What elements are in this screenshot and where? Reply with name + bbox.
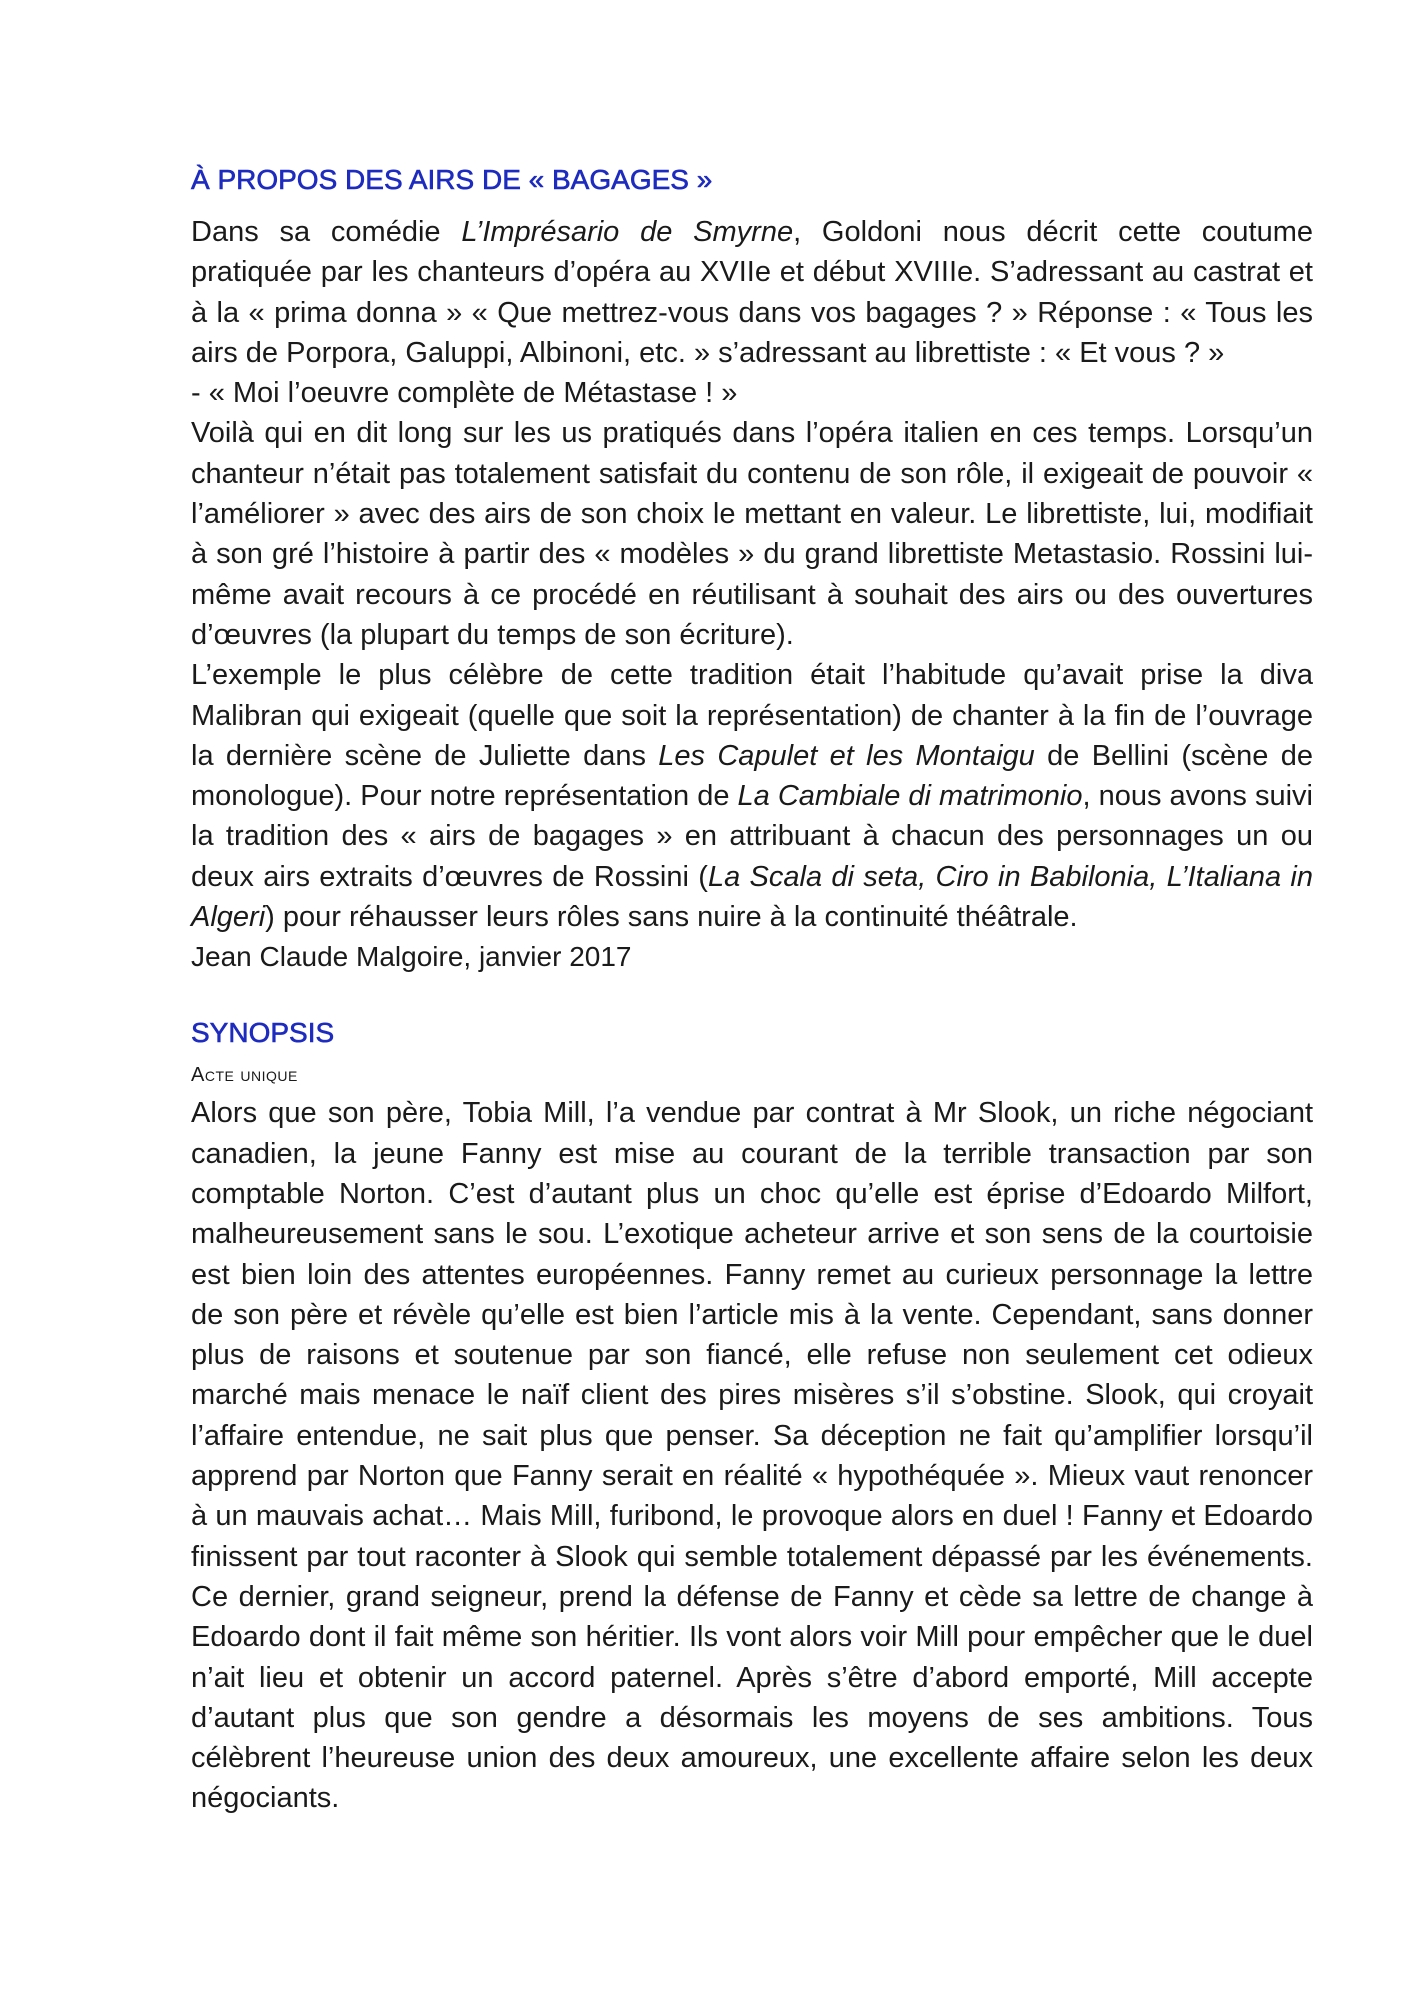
work-titles-rossini: La Scala di seta, Ciro in Babilonia, L’Italiana in Algeri [191,860,1313,934]
text-run: Dans sa comédie [191,216,462,248]
author-signature: Jean Claude Malgoire, janvier 2017 [191,941,632,973]
text-run: , nous avons suivi la tradition des « airs de bagages » en attribuant à chacun des personnages un ou deux airs extraits d’œuvres de Rossini ( [191,780,1313,893]
text-run: ) pour réhausser leurs rôles sans nuire à la continuité théâtrale. [265,901,1078,934]
text-run: , Goldoni nous décrit cette coutume pratiquée par les chanteurs d’opéra au XVIIe et début XVIIIe. S’adressant au castrat et à la « prima donna » « Que mettrez-vous dans vos bagages ? » Réponse : « Tous les airs de Porpora, Galuppi, Albinoni, etc. » s’adressant au librettiste : « Et vous ? » [191,216,1313,369]
bagages-body [191,212,1313,937]
synopsis-paragraph: Alors que son père, Tobia Mill, l’a vendue par contrat à Mr Slook, un riche négociant canadien, la jeune Fanny est mise au courant de la terrible transaction par son comptable Norton. C’est d’autant plus un choc qu’elle est éprise d’Edoardo Milfort, malheureusement sans le sou. L’exotique acheteur arrive et son sens de la courtoisie est bien loin des attentes européennes. Fanny remet au curieux personnage la lettre de son père et révèle qu’elle est bien l’article mis à la vente. Cependant, sans donner plus de raisons et soutenue par son fiancé, elle refuse non seulement cet odieux marché mais menace le naïf client des pires misères s’il s’obstine. Slook, qui croyait l’affaire entendue, ne sait plus que penser. Sa déception ne fait qu’amplifier lorsqu’il apprend par Norton que Fanny serait en réalité « hypothéquée ». Mieux vaut renoncer à un mauvais achat… Mais Mill, furibond, le provoque alors en duel ! Fanny et Edoardo finissent par tout raconter à Slook qui semble totalement dépassé par les événements. Ce dernier, grand seigneur, prend la défense de Fanny et cède sa lettre de change à Edoardo dont il fait même son héritier. Ils vont alors voir Mill pour empêcher que le duel n’ait lieu et obtenir un accord paternel. Après s’être d’abord emporté, Mill accepte d’autant plus que son gendre a désormais les moyens de ses ambitions. Tous célèbrent l’heureuse union des deux amoureux, une excellente affaire selon les deux négociants. [191,1097,1313,1815]
section-heading-synopsis: SYNOPSIS [191,1017,335,1049]
bagages-paragraph-1 [191,212,1313,373]
document-page [191,160,1313,1819]
synopsis-body [191,1093,1313,1818]
text-run: de Bellini (scène de monologue). Pour notre représentation de [191,739,1313,813]
work-title-cambiale: La Cambiale di matrimonio [737,780,1083,813]
bagages-paragraph-2: - « Moi l’oeuvre complète de Métastase ! » [191,377,738,410]
act-label: Acte unique [191,1064,298,1087]
text-run: L’exemple le plus célèbre de cette tradition était l’habitude qu’avait prise la diva Malibran qui exigeait (quelle que soit la représentation) de chanter à la fin de l’ouvrage la dernière scène de Juliette dans [191,659,1313,772]
section-heading-bagages: À PROPOS DES AIRS DE « BAGAGES » [191,164,713,195]
bagages-paragraph-4 [191,655,1313,937]
work-title-impresario: L’Imprésario de Smyrne [461,216,794,248]
work-title-capulet: Les Capulet et les Montaigu [658,739,1035,772]
bagages-paragraph-3: Voilà qui en dit long sur les us pratiqués dans l’opéra italien en ces temps. Lorsqu’un chanteur n’était pas totalement satisfait du contenu de son rôle, il exigeait de pouvoir « l’améliorer » avec des airs de son choix le mettant en valeur. Le librettiste, lui, modifiait à son gré l’histoire à partir des « modèles » du grand librettiste Metastasio. Rossini lui-même avait recours à ce procédé en réutilisant à souhait des airs ou des ouvertures d’œuvres (la plupart du temps de son écriture). [191,417,1313,651]
